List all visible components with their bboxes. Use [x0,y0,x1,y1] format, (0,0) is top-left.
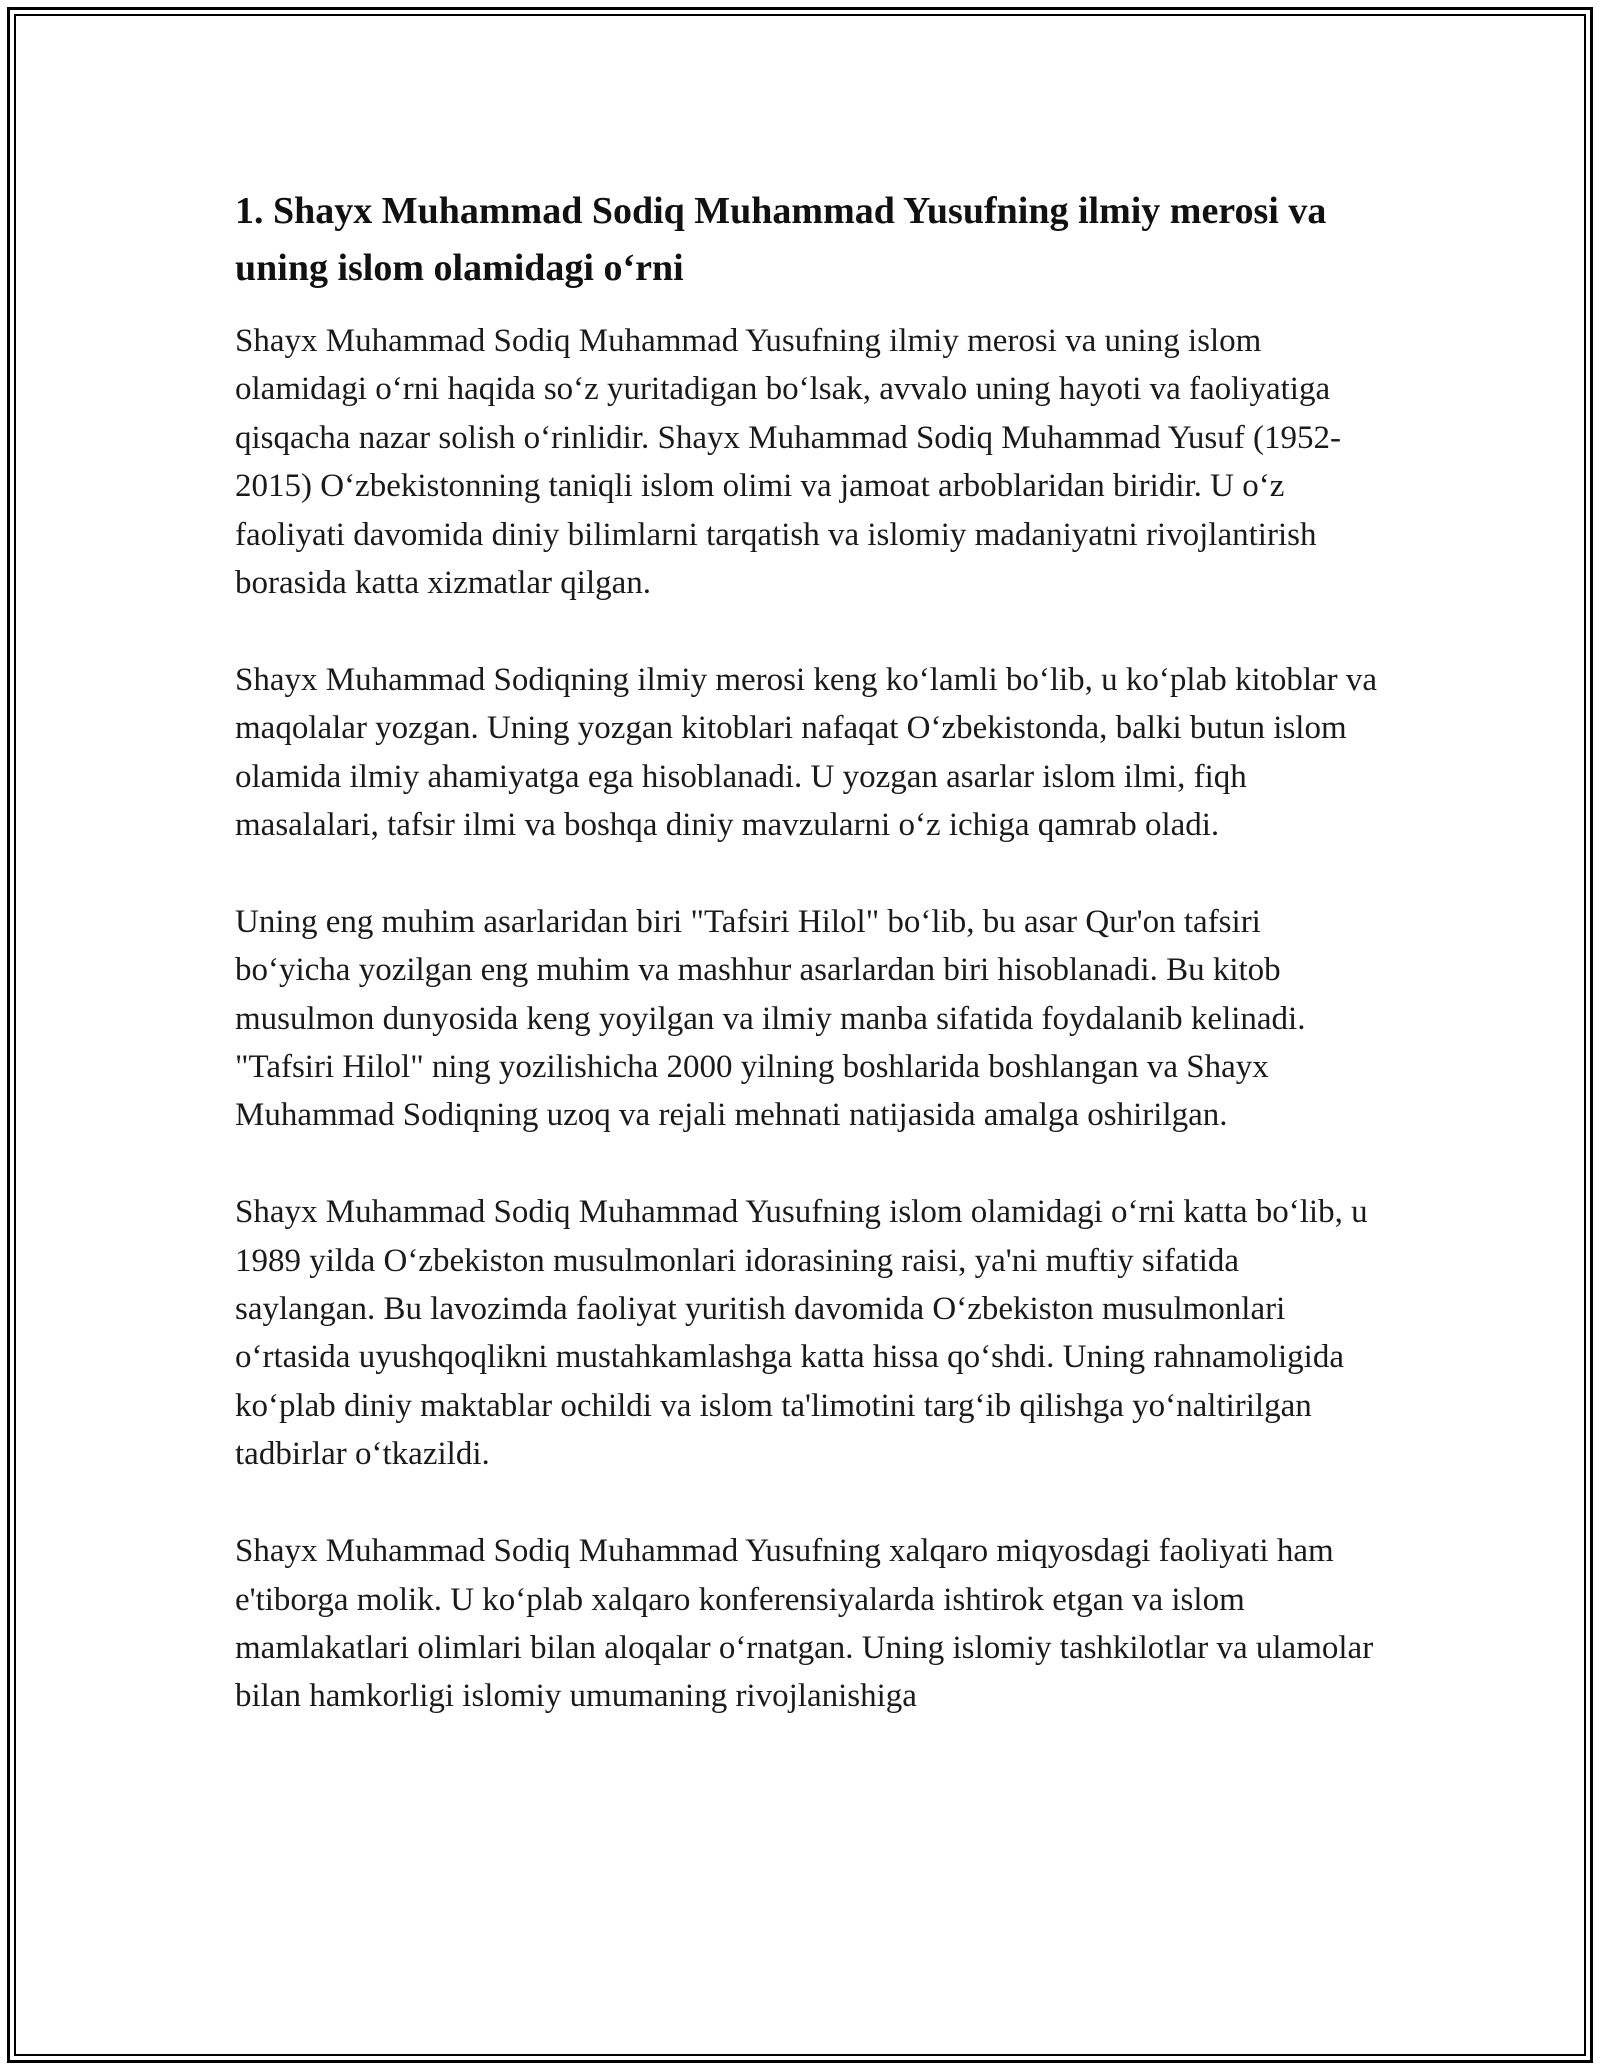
paragraph-2: Shayx Muhammad Sodiqning ilmiy merosi keng ko‘lamli bo‘lib, u ko‘plab kitoblar va maqolalar yozgan. Uning yozgan kitoblari nafaqat O‘zbekistonda, balki butun islom olamida ilmiy ahamiyatga ega hisoblanadi. U yozgan asarlar islom ilmi, fiqh masalalari, tafsir ilmi va boshqa diniy mavzularni o‘z ichiga qamrab oladi. [235,661,1378,844]
document-body [235,183,1380,1769]
paragraph-5: Shayx Muhammad Sodiq Muhammad Yusufning xalqaro miqyosdagi faoliyati ham e'tiborga molik. U ko‘plab xalqaro konferensiyalarda ishtirok etgan va islom mamlakatlari olimlari bilan aloqalar o‘rnatgan. Uning islomiy tashkilotlar va ulamolar bilan hamkorligi islomiy umumaning rivojlanishiga [235,1533,1374,1715]
paragraph-1: Shayx Muhammad Sodiq Muhammad Yusufning ilmiy merosi va uning islom olamidagi o‘rni haqida so‘z yuritadigan bo‘lsak, avvalo uning hayoti va faoliyatiga qisqacha nazar solish o‘rinlidir. Shayx Muhammad Sodiq Muhammad Yusuf (1952-2015) O‘zbekistonning taniqli islom olimi va jamoat arboblaridan biridir. U o‘z faoliyati davomida diniy bilimlarni tarqatish va islomiy madaniyatni rivojlantirish borasida katta xizmatlar qilgan. [235,323,1341,602]
document-title: 1. Shayx Muhammad Sodiq Muhammad Yusufning ilmiy merosi va uning islom olamidagi o‘rni [235,190,1327,289]
paragraph-4: Shayx Muhammad Sodiq Muhammad Yusufning islom olamidagi o‘rni katta bo‘lib, u 1989 yilda O‘zbekiston musulmonlari idorasining raisi, ya'ni muftiy sifatida saylangan. Bu lavozimda faoliyat yuritish davomida O‘zbekiston musulmonlari o‘rtasida uyushqoqlikni mustahkamlashga katta hissa qo‘shdi. Uning rahnamoligida ko‘plab diniy maktablar ochildi va islom ta'limotini targ‘ib qilishga yo‘naltirilgan tadbirlar o‘tkazildi. [235,1194,1368,1473]
paragraph-3: Uning eng muhim asarlaridan biri "Tafsiri Hilol" bo‘lib, bu asar Qur'on tafsiri bo‘yicha yozilgan eng muhim va mashhur asarlardan biri hisoblanadi. Bu kitob musulmon dunyosida keng yoyilgan va ilmiy manba sifatida foydalanib kelinadi. "Tafsiri Hilol" ning yozilishicha 2000 yilning boshlarida boshlangan va Shayx Muhammad Sodiqning uzoq va rejali mehnati natijasida amalga oshirilgan. [235,903,1306,1134]
